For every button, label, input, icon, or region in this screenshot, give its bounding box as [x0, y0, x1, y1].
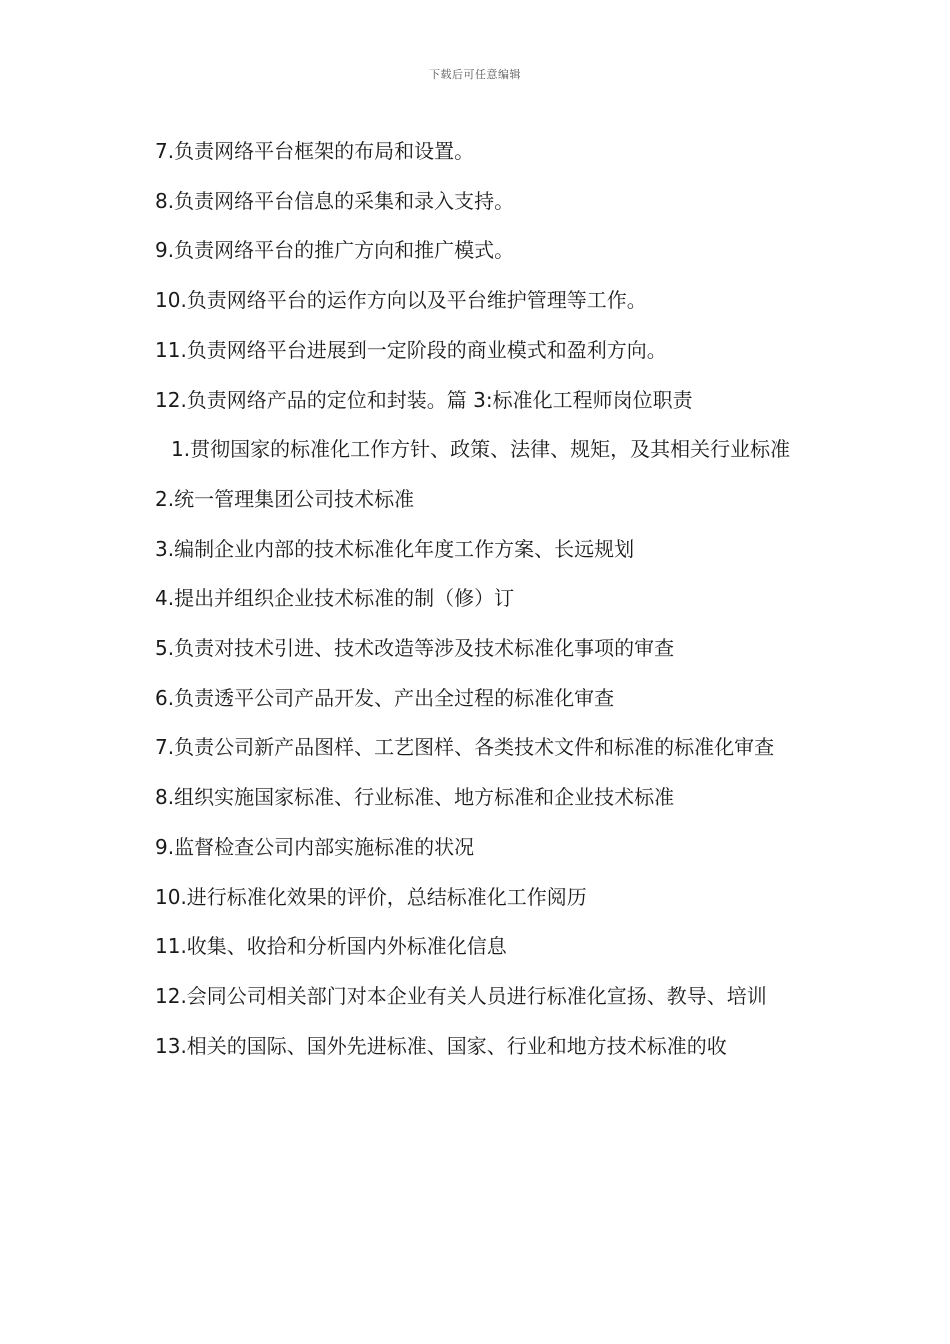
- paragraph: 12.会同公司相关部门对本企业有关人员进行标准化宣扬、教导、培训: [155, 983, 767, 1008]
- paragraph: 8.负责网络平台信息的采集和录入支持。: [155, 188, 515, 213]
- paragraph: 7.负责网络平台框架的布局和设置。: [155, 139, 475, 163]
- paragraph: 9.监督检查公司内部实施标准的状况: [155, 834, 475, 859]
- paragraph: 6.负责透平公司产品开发、产出全过程的标准化审查: [155, 685, 615, 710]
- document-body: [145, 127, 810, 1071]
- paragraph: 3.编制企业内部的技术标准化年度工作方案、长远规划: [155, 536, 635, 561]
- paragraph: 9.负责网络平台的推广方向和推广模式。: [155, 238, 515, 263]
- paragraph: 10.进行标准化效果的评价，总结标准化工作阅历: [155, 884, 587, 909]
- page-header: 下载后可任意编辑: [429, 68, 521, 81]
- paragraph: 11.负责网络平台进展到一定阶段的商业模式和盈利方向。: [155, 337, 667, 362]
- paragraph: 5.负责对技术引进、技术改造等涉及技术标准化事项的审查: [155, 636, 675, 661]
- paragraph: 12.负责网络产品的定位和封装。篇 3:标准化工程师岗位职责: [155, 387, 693, 412]
- paragraph: 8.组织实施国家标准、行业标准、地方标准和企业技术标准: [155, 785, 675, 810]
- paragraph: 4.提出并组织企业技术标准的制（修）订: [155, 586, 515, 611]
- paragraph: 2.统一管理集团公司技术标准: [155, 486, 415, 511]
- paragraph: 13.相关的国际、国外先进标准、国家、行业和地方技术标准的收: [155, 1033, 727, 1058]
- paragraph: 10.负责网络平台的运作方向以及平台维护管理等工作。: [155, 288, 647, 313]
- paragraph: 7.负责公司新产品图样、工艺图样、各类技术文件和标准的标准化审查: [155, 735, 775, 760]
- paragraph: 11.收集、收拾和分析国内外标准化信息: [155, 934, 507, 959]
- paragraph: 1.贯彻国家的标准化工作方针、政策、法律、规矩，及其相关行业标准: [171, 437, 791, 462]
